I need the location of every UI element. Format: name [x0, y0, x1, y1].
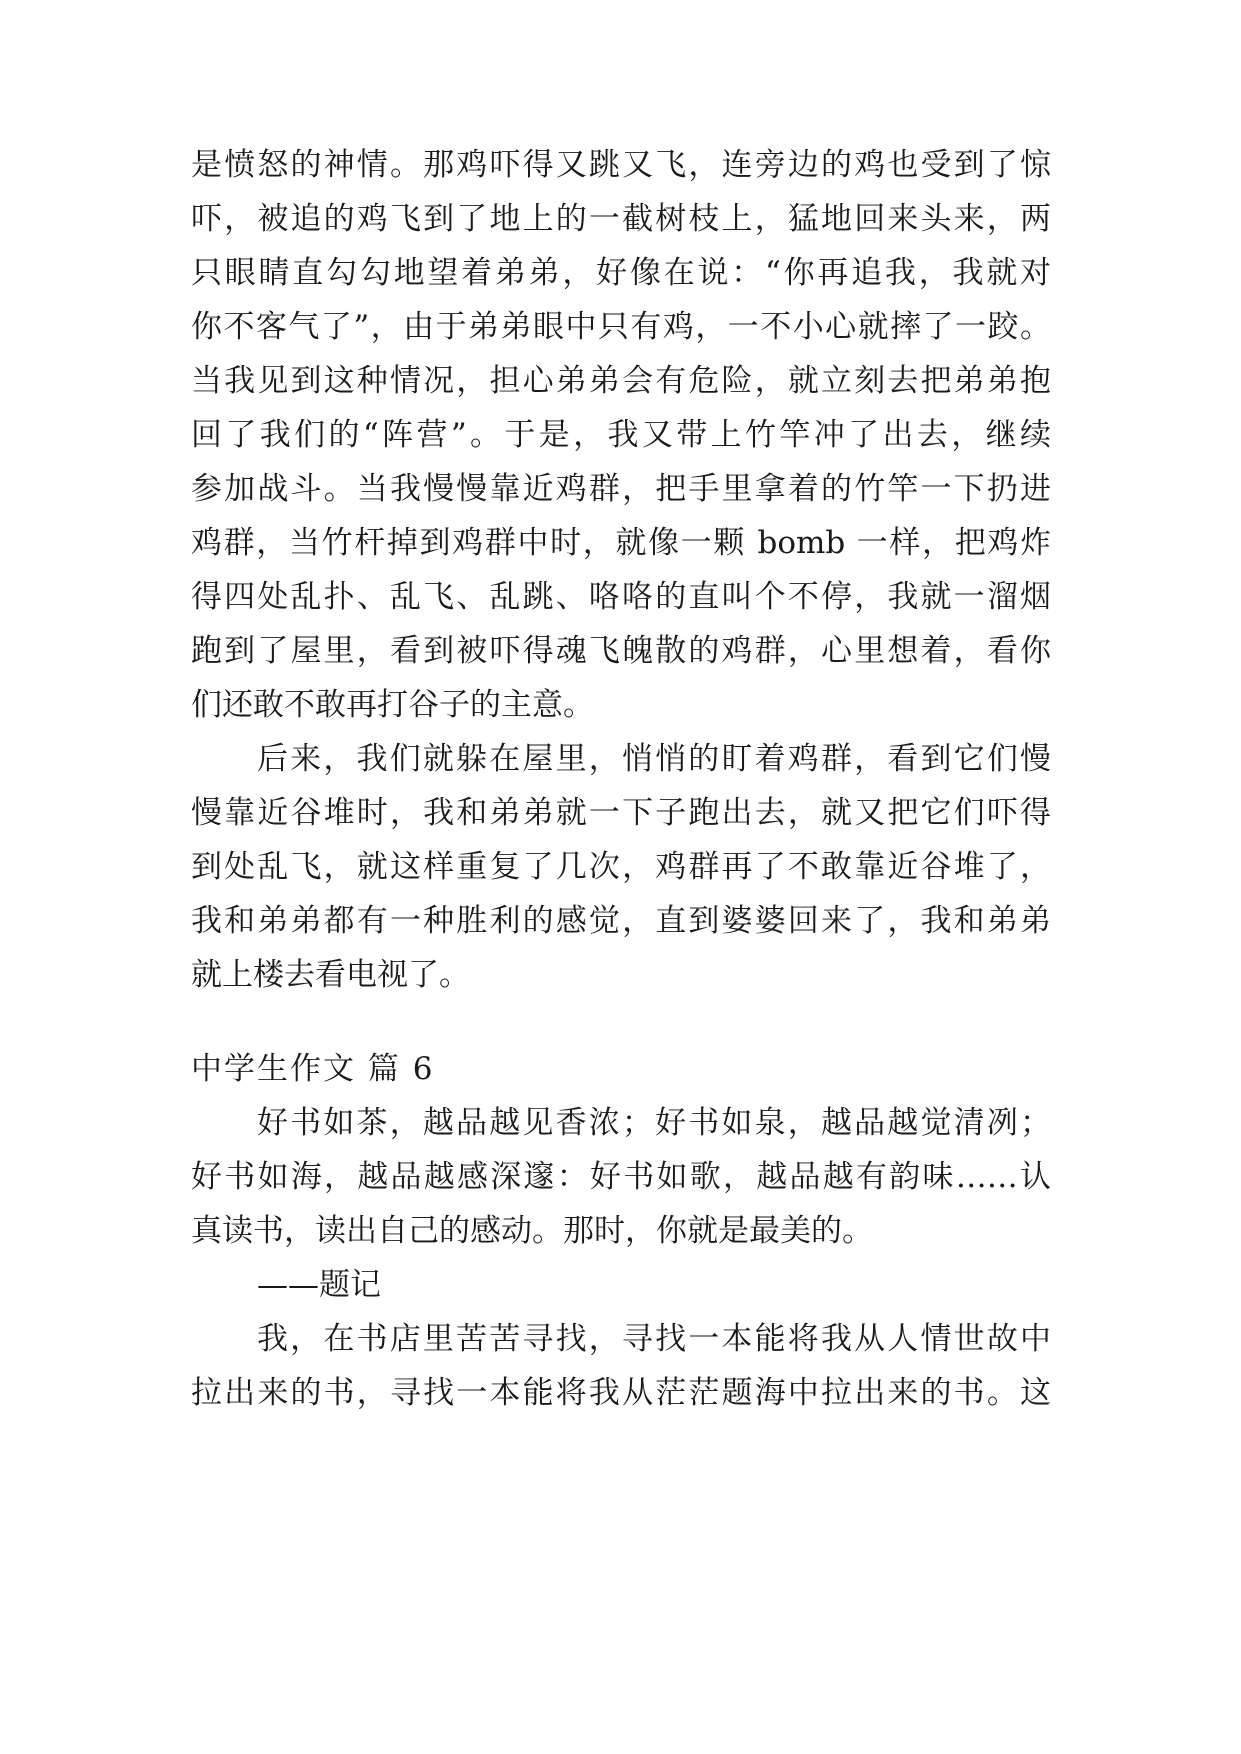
paragraph-line: 我，在书店里苦苦寻找，寻找一本能将我从人情世故中 — [257, 1321, 1051, 1357]
paragraph-line: 后来，我们就躲在屋里，悄悄的盯着鸡群，看到它们慢 — [257, 741, 1051, 777]
paragraph-line: 好书如海，越品越感深邃：好书如歌，越品越有韵味……认 — [191, 1159, 1051, 1195]
section-heading: 中学生作文 篇 6 — [191, 1051, 435, 1087]
paragraph-line: 是愤怒的神情。那鸡吓得又跳又飞，连旁边的鸡也受到了惊 — [191, 147, 1051, 183]
paragraph-line: 们还敢不敢再打谷子的主意。 — [191, 687, 594, 723]
paragraph-line: 跑到了屋里，看到被吓得魂飞魄散的鸡群，心里想着，看你 — [191, 633, 1051, 669]
paragraph-line: 只眼睛直勾勾地望着弟弟，好像在说：“你再追我，我就对 — [191, 255, 1051, 291]
paragraph-line: 得四处乱扑、乱飞、乱跳、咯咯的直叫个不停，我就一溜烟 — [191, 579, 1051, 615]
paragraph-line: 吓，被追的鸡飞到了地上的一截树枝上，猛地回来头来，两 — [191, 201, 1051, 237]
paragraph-line: 参加战斗。当我慢慢靠近鸡群，把手里拿着的竹竿一下扔进 — [191, 471, 1051, 507]
paragraph-line: 好书如茶，越品越见香浓；好书如泉，越品越觉清冽； — [257, 1105, 1051, 1141]
epigraph: ——题记 — [257, 1267, 381, 1303]
paragraph-line: 鸡群，当竹杆掉到鸡群中时，就像一颗 bomb 一样，把鸡炸 — [191, 525, 1051, 561]
paragraph-line: 当我见到这种情况，担心弟弟会有危险，就立刻去把弟弟抱 — [191, 363, 1051, 399]
paragraph-line: 我和弟弟都有一种胜利的感觉，直到婆婆回来了，我和弟弟 — [191, 903, 1051, 939]
paragraph-line: 回了我们的“阵营”。于是，我又带上竹竿冲了出去，继续 — [191, 417, 1051, 453]
paragraph-line: 到处乱飞，就这样重复了几次，鸡群再了不敢靠近谷堆了， — [191, 849, 1051, 885]
paragraph-line: 真读书，读出自己的感动。那时，你就是最美的。 — [191, 1213, 873, 1249]
paragraph-line: 就上楼去看电视了。 — [191, 957, 470, 993]
paragraph-line: 慢靠近谷堆时，我和弟弟就一下子跑出去，就又把它们吓得 — [191, 795, 1051, 831]
paragraph-line: 拉出来的书，寻找一本能将我从茫茫题海中拉出来的书。这 — [191, 1375, 1051, 1411]
paragraph-line: 你不客气了”，由于弟弟眼中只有鸡，一不小心就摔了一跤。 — [191, 309, 1051, 345]
